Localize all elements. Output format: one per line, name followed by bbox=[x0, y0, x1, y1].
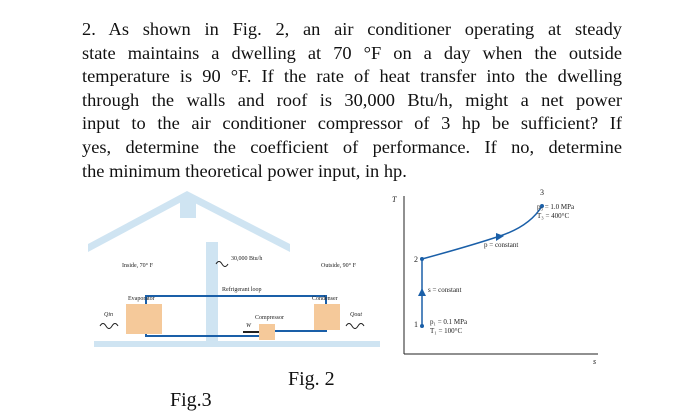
p-constant-curve bbox=[422, 206, 542, 259]
heat-rate-label: 30,000 Btu/h bbox=[231, 256, 263, 262]
evaporator-label: Evaporator bbox=[128, 296, 155, 302]
t-axis-label: T bbox=[392, 195, 397, 204]
refrigerant-pipes bbox=[146, 296, 326, 336]
compressor-box bbox=[259, 324, 275, 340]
p1-label: p₁ = 0.1 MPa bbox=[430, 318, 468, 326]
q-out-arrow bbox=[346, 324, 364, 329]
compressor-label: Compressor bbox=[255, 315, 284, 321]
evaporator-box bbox=[126, 304, 162, 334]
house-schematic bbox=[88, 186, 388, 356]
curve-arrow-icon bbox=[496, 233, 504, 241]
problem-line: through the walls and roof is 30,000 Btu/h, might a net power bbox=[82, 89, 622, 110]
state-2-point bbox=[420, 257, 424, 261]
q-in-arrow bbox=[100, 324, 118, 329]
q-in-label: Qin bbox=[104, 312, 113, 318]
line-arrow-icon bbox=[418, 288, 426, 296]
state-1-label: 1 bbox=[414, 320, 418, 329]
state-3-label: 3 bbox=[540, 188, 544, 197]
problem-line: the minimum theoretical power input, in hp. bbox=[82, 160, 407, 181]
outside-label: Outside, 90° F bbox=[321, 263, 356, 269]
t3-label: T₃ = 400°C bbox=[537, 212, 570, 220]
problem-line: state maintains a dwelling at 70 °F on a day when the outside bbox=[82, 42, 622, 63]
q-out-label: Qout bbox=[350, 312, 362, 318]
state-2-label: 2 bbox=[414, 255, 418, 264]
state-1-point bbox=[420, 324, 424, 328]
inside-label: Inside, 70° F bbox=[122, 263, 153, 269]
wall bbox=[206, 242, 218, 342]
ground bbox=[94, 341, 380, 347]
refrigerant-loop-label: Refrigerant loop bbox=[222, 287, 262, 293]
condenser-label: Condenser bbox=[312, 296, 338, 302]
ts-diagram bbox=[390, 186, 610, 366]
t1-label: T₁ = 100°C bbox=[430, 327, 463, 335]
w-label: W bbox=[246, 323, 251, 329]
p3-label: p₃ = 1.0 MPa bbox=[537, 203, 575, 211]
s-constant-label: s = constant bbox=[428, 286, 462, 294]
condenser-box bbox=[314, 304, 340, 330]
problem-statement bbox=[82, 18, 622, 183]
chimney bbox=[180, 198, 196, 218]
problem-line: temperature is 90 °F. If the rate of heat transfer into the dwelling bbox=[82, 66, 622, 87]
problem-line: yes, determine the coefficient of performance. If no, determine bbox=[82, 136, 622, 157]
s-axis-label: s bbox=[593, 357, 597, 366]
problem-line: 2. As shown in Fig. 2, an air conditioner operating at steady bbox=[82, 19, 622, 39]
problem-line: input to the air conditioner compressor of 3 hp be sufficient? If bbox=[82, 113, 622, 134]
fig-2-caption: Fig. 2 bbox=[288, 368, 335, 390]
p-constant-label: p = constant bbox=[484, 241, 519, 249]
fig-3-caption: Fig.3 bbox=[170, 389, 212, 411]
